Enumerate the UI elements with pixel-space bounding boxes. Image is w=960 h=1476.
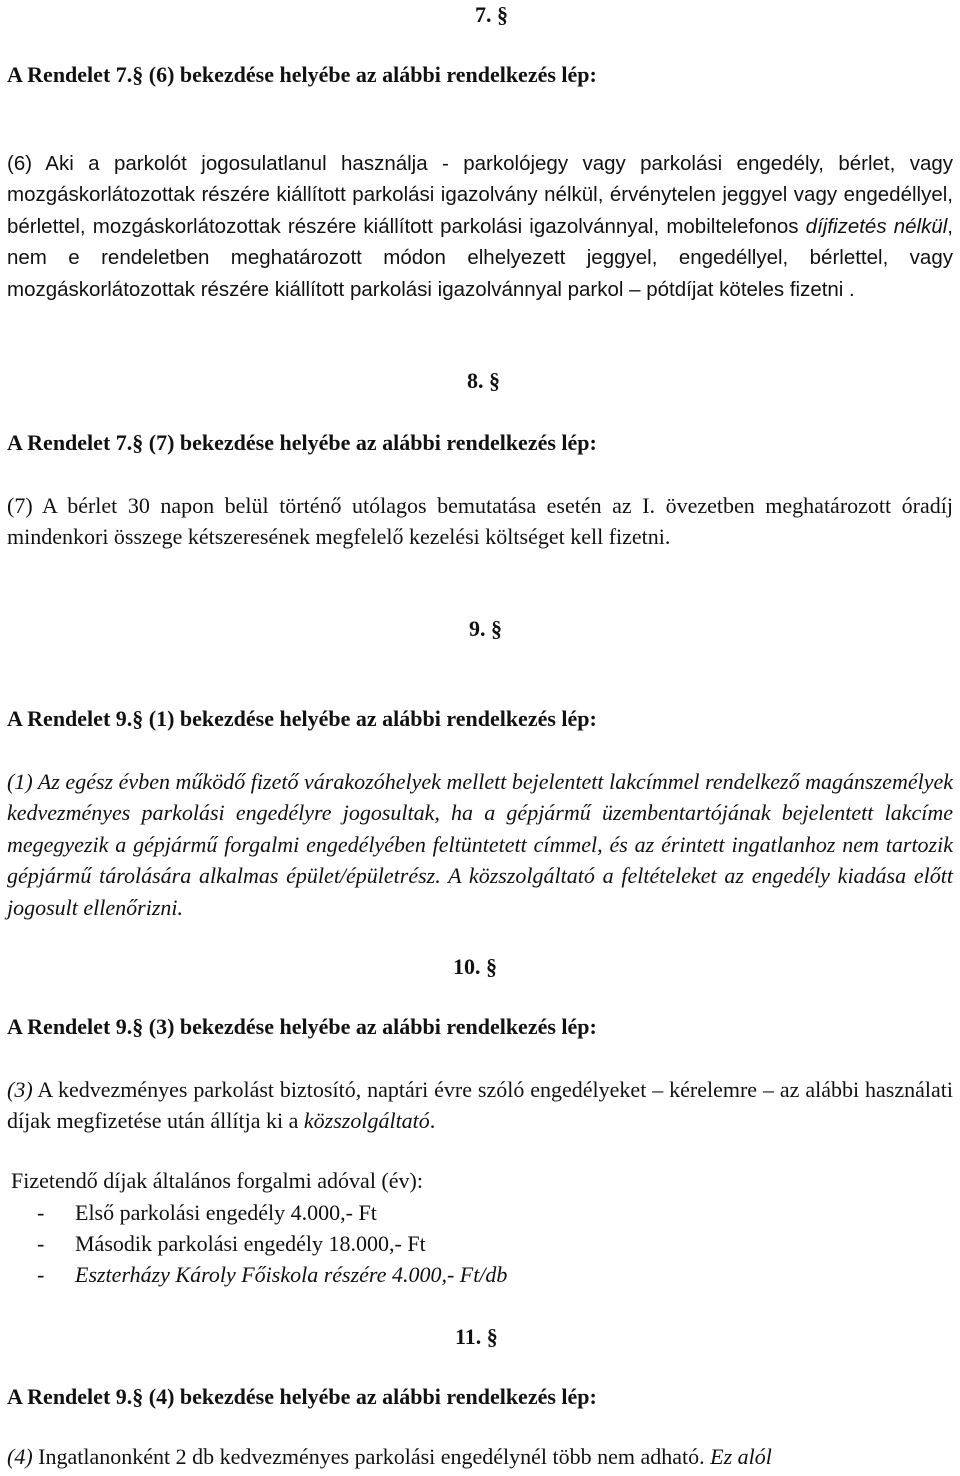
fee-item-3 xyxy=(37,1262,507,1288)
fee-dash: - xyxy=(37,1200,45,1225)
paragraph-9-4-text: Ingatlanonként 2 db kedvezményes parkolási engedélynél több nem adható. xyxy=(32,1444,711,1469)
fee-item-1 xyxy=(37,1200,377,1226)
paragraph-9-4-label: (4) xyxy=(7,1444,33,1469)
paragraph-9-3-label: (3) xyxy=(7,1077,33,1102)
section-heading-10: A Rendelet 9.§ (3) bekezdése helyébe az alábbi rendelkezés lép: xyxy=(7,1014,597,1039)
paragraph-9-3-italic: közszolgáltató xyxy=(303,1108,430,1134)
paragraph-7-6-prefix: (6) Aki a parkolót jogosulatlanul használja - parkolójegy vagy parkolási engedély, bérlet, vagy mozgáskorlátozottak részére kiállított parkolási igazolvány nélkül, érvénytelen jeggyel vagy engedéllyel, bérlettel, mozgáskorlátozottak részére kiállított parkolási igazolvánnyal, mobiltelefonos xyxy=(7,152,953,238)
fee-text: Eszterházy Károly Főiskola részére 4.000,- Ft/db xyxy=(75,1262,508,1287)
paragraph-9-1: (1) Az egész évben működő fizető várakozóhelyek mellett bejelentett lakcímmel rendelkező magánszemélyek kedvezményes parkolási engedélyre jogosultak, ha a gépjármű üzembentartójának bejelentett lakcíme megegyezik a gépjármű forgalmi engedélyében feltüntetett címmel, és az érintett ingatlanhoz nem tartozik gépjármű tárolására alkalmas épület/épületrész. A közszolgáltató a feltételeket az engedély kiadása előtt jogosult ellenőrizni. xyxy=(7,769,953,920)
fees-title: Fizetendő díjak általános forgalmi adóval (év): xyxy=(11,1168,423,1193)
section-number-7: 7. § xyxy=(475,2,508,27)
section-number-8: 8. § xyxy=(467,368,500,393)
fee-dash: - xyxy=(37,1231,45,1256)
paragraph-7-6-italic: díjfizetés nélkül xyxy=(805,214,948,238)
fee-dash: - xyxy=(37,1262,45,1287)
fee-text: Második parkolási engedély 18.000,- Ft xyxy=(75,1231,426,1256)
paragraph-7-6-suffix: , nem e rendeletben meghatározott módon elhelyezett jeggyel, engedéllyel, bérlettel, vagy mozgáskorlátozottak részére kiállított parkolási igazolvánnyal parkol – pótdíjat köteles fizetni . xyxy=(7,214,953,301)
section-number-9: 9. § xyxy=(469,616,502,641)
section-heading-9: A Rendelet 9.§ (1) bekezdése helyébe az alábbi rendelkezés lép: xyxy=(7,706,597,731)
fee-text: Első parkolási engedély 4.000,- Ft xyxy=(75,1200,377,1225)
fee-item-2 xyxy=(37,1231,426,1257)
paragraph-9-4-italic: Ez alól xyxy=(710,1444,772,1469)
paragraph-7-7: (7) A bérlet 30 napon belül történő utólagos bemutatása esetén az I. övezetben meghatározott óradíj mindenkori összege kétszeresének megfelelő kezelési költséget kell fizetni. xyxy=(7,493,953,550)
section-heading-8: A Rendelet 7.§ (7) bekezdése helyébe az alábbi rendelkezés lép: xyxy=(7,430,597,455)
paragraph-9-3 xyxy=(7,1074,953,1137)
section-heading-11: A Rendelet 9.§ (4) bekezdése helyébe az alábbi rendelkezés lép: xyxy=(7,1384,597,1409)
paragraph-9-3-end: . xyxy=(429,1108,436,1134)
paragraph-7-6 xyxy=(7,148,953,305)
section-number-11: 11. § xyxy=(455,1324,498,1349)
paragraph-9-3-text: A kedvezményes parkolást biztosító, naptári évre szóló engedélyeket – kérelemre – az alábbi használati díjak megfizetése után állítja ki a xyxy=(7,1077,953,1134)
paragraph-9-4 xyxy=(7,1444,953,1470)
section-heading-7: A Rendelet 7.§ (6) bekezdése helyébe az alábbi rendelkezés lép: xyxy=(7,62,597,87)
section-number-10: 10. § xyxy=(453,954,497,979)
